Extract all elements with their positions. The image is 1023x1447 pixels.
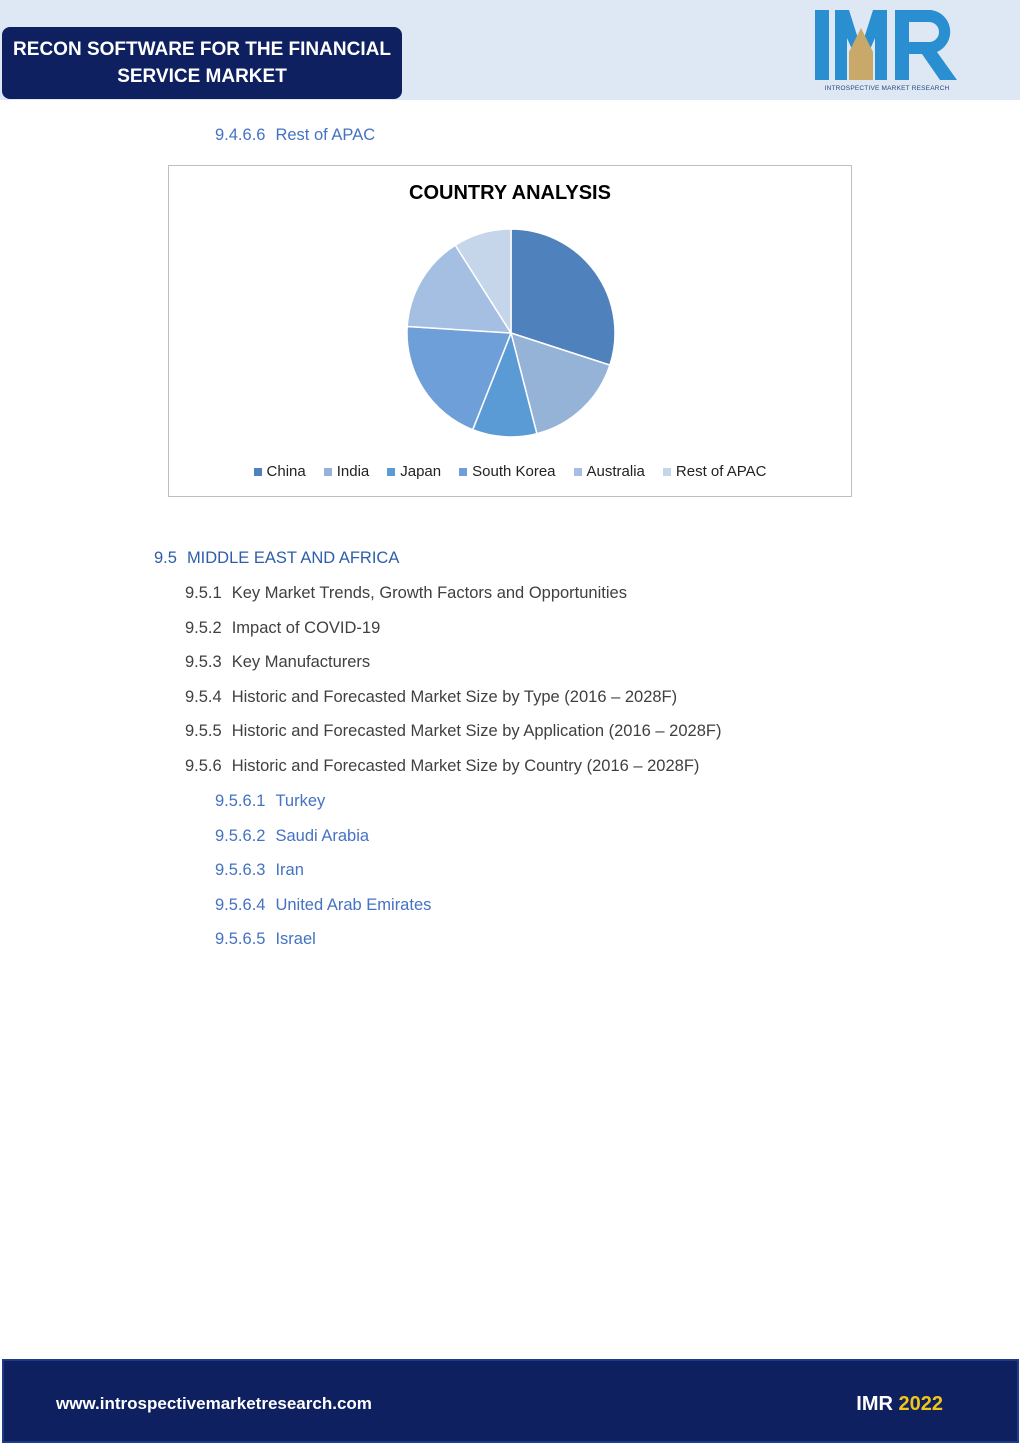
toc-subsection-item[interactable] — [185, 688, 677, 707]
toc-subsection-item[interactable] — [185, 653, 370, 672]
country-analysis-chart — [168, 165, 852, 497]
toc-subsection-item[interactable] — [185, 722, 721, 741]
toc-label: Israel — [275, 930, 316, 949]
footer-brand — [856, 1393, 943, 1416]
toc-section-middle-east-africa[interactable] — [154, 549, 399, 568]
legend-item — [254, 463, 306, 480]
toc-subsection-item[interactable] — [185, 584, 627, 603]
legend-label: South Korea — [472, 463, 556, 480]
footer-year: 2022 — [898, 1393, 943, 1415]
toc-number: 9.5.6 — [185, 757, 222, 775]
legend-swatch — [254, 468, 262, 476]
toc-country-item[interactable] — [215, 930, 316, 949]
toc-label: United Arab Emirates — [275, 895, 432, 914]
legend-label: India — [336, 463, 370, 480]
toc-label: Key Manufacturers — [231, 653, 371, 672]
report-title-box — [2, 27, 402, 99]
legend-label: Rest of APAC — [675, 463, 767, 480]
report-title-line1: RECON SOFTWARE FOR THE FINANCIAL — [13, 39, 391, 60]
toc-label: Iran — [275, 861, 304, 880]
toc-number: 9.5.6.1 — [215, 792, 266, 810]
toc-country-item[interactable] — [215, 792, 325, 811]
chart-title: COUNTRY ANALYSIS — [409, 182, 611, 204]
legend-item — [574, 463, 645, 480]
toc-country-item[interactable] — [215, 827, 369, 846]
imr-logo — [813, 8, 961, 94]
legend-label: Japan — [400, 463, 442, 480]
toc-subsection-item[interactable] — [185, 757, 699, 776]
footer-brand-name: IMR — [856, 1393, 893, 1415]
toc-number: 9.5.5 — [185, 722, 222, 741]
legend-label: China — [266, 463, 306, 480]
legend-item — [324, 463, 370, 480]
legend-item — [663, 463, 767, 480]
toc-number: 9.4.6.6 — [215, 126, 266, 144]
toc-label: Historic and Forecasted Market Size by Country (2016 – 2028F) — [231, 757, 700, 775]
toc-country-item[interactable] — [215, 861, 304, 880]
toc-number: 9.5.6.5 — [215, 930, 266, 949]
chart-legend — [169, 463, 851, 480]
legend-item — [387, 463, 441, 480]
toc-label: Saudi Arabia — [275, 826, 370, 845]
report-title-line2: SERVICE MARKET — [117, 66, 287, 87]
legend-label: Australia — [586, 463, 645, 480]
toc-number: 9.5.1 — [185, 584, 222, 602]
toc-number: 9.5.3 — [185, 653, 222, 672]
legend-item — [459, 463, 555, 480]
toc-label: Historic and Forecasted Market Size by Application (2016 – 2028F) — [231, 722, 722, 741]
legend-swatch — [663, 468, 671, 476]
toc-label: Impact of COVID-19 — [231, 618, 381, 637]
toc-item-rest-of-apac[interactable] — [215, 126, 375, 145]
toc-number: 9.5.6.3 — [215, 861, 266, 880]
footer — [2, 1359, 1019, 1443]
toc-label: Turkey — [275, 792, 326, 810]
toc-number: 9.5.4 — [185, 687, 222, 706]
toc-number: 9.5.6.2 — [215, 826, 266, 845]
toc-subsection-item[interactable] — [185, 619, 380, 638]
legend-swatch — [574, 468, 582, 476]
toc-label: Key Market Trends, Growth Factors and Opportunities — [231, 584, 627, 602]
toc-country-item[interactable] — [215, 896, 431, 915]
toc-number: 9.5.2 — [185, 618, 222, 637]
toc-label: MIDDLE EAST AND AFRICA — [186, 549, 400, 567]
legend-swatch — [387, 468, 395, 476]
logo-tagline: INTROSPECTIVE MARKET RESEARCH — [824, 85, 950, 92]
toc-label: Rest of APAC — [275, 126, 376, 144]
legend-swatch — [459, 468, 467, 476]
legend-swatch — [324, 468, 332, 476]
footer-url[interactable]: www.introspectivemarketresearch.com — [56, 1394, 372, 1413]
toc-number: 9.5 — [154, 549, 177, 567]
toc-label: Historic and Forecasted Market Size by Type (2016 – 2028F) — [231, 687, 678, 706]
toc-number: 9.5.6.4 — [215, 895, 266, 914]
pie-chart — [169, 166, 853, 498]
